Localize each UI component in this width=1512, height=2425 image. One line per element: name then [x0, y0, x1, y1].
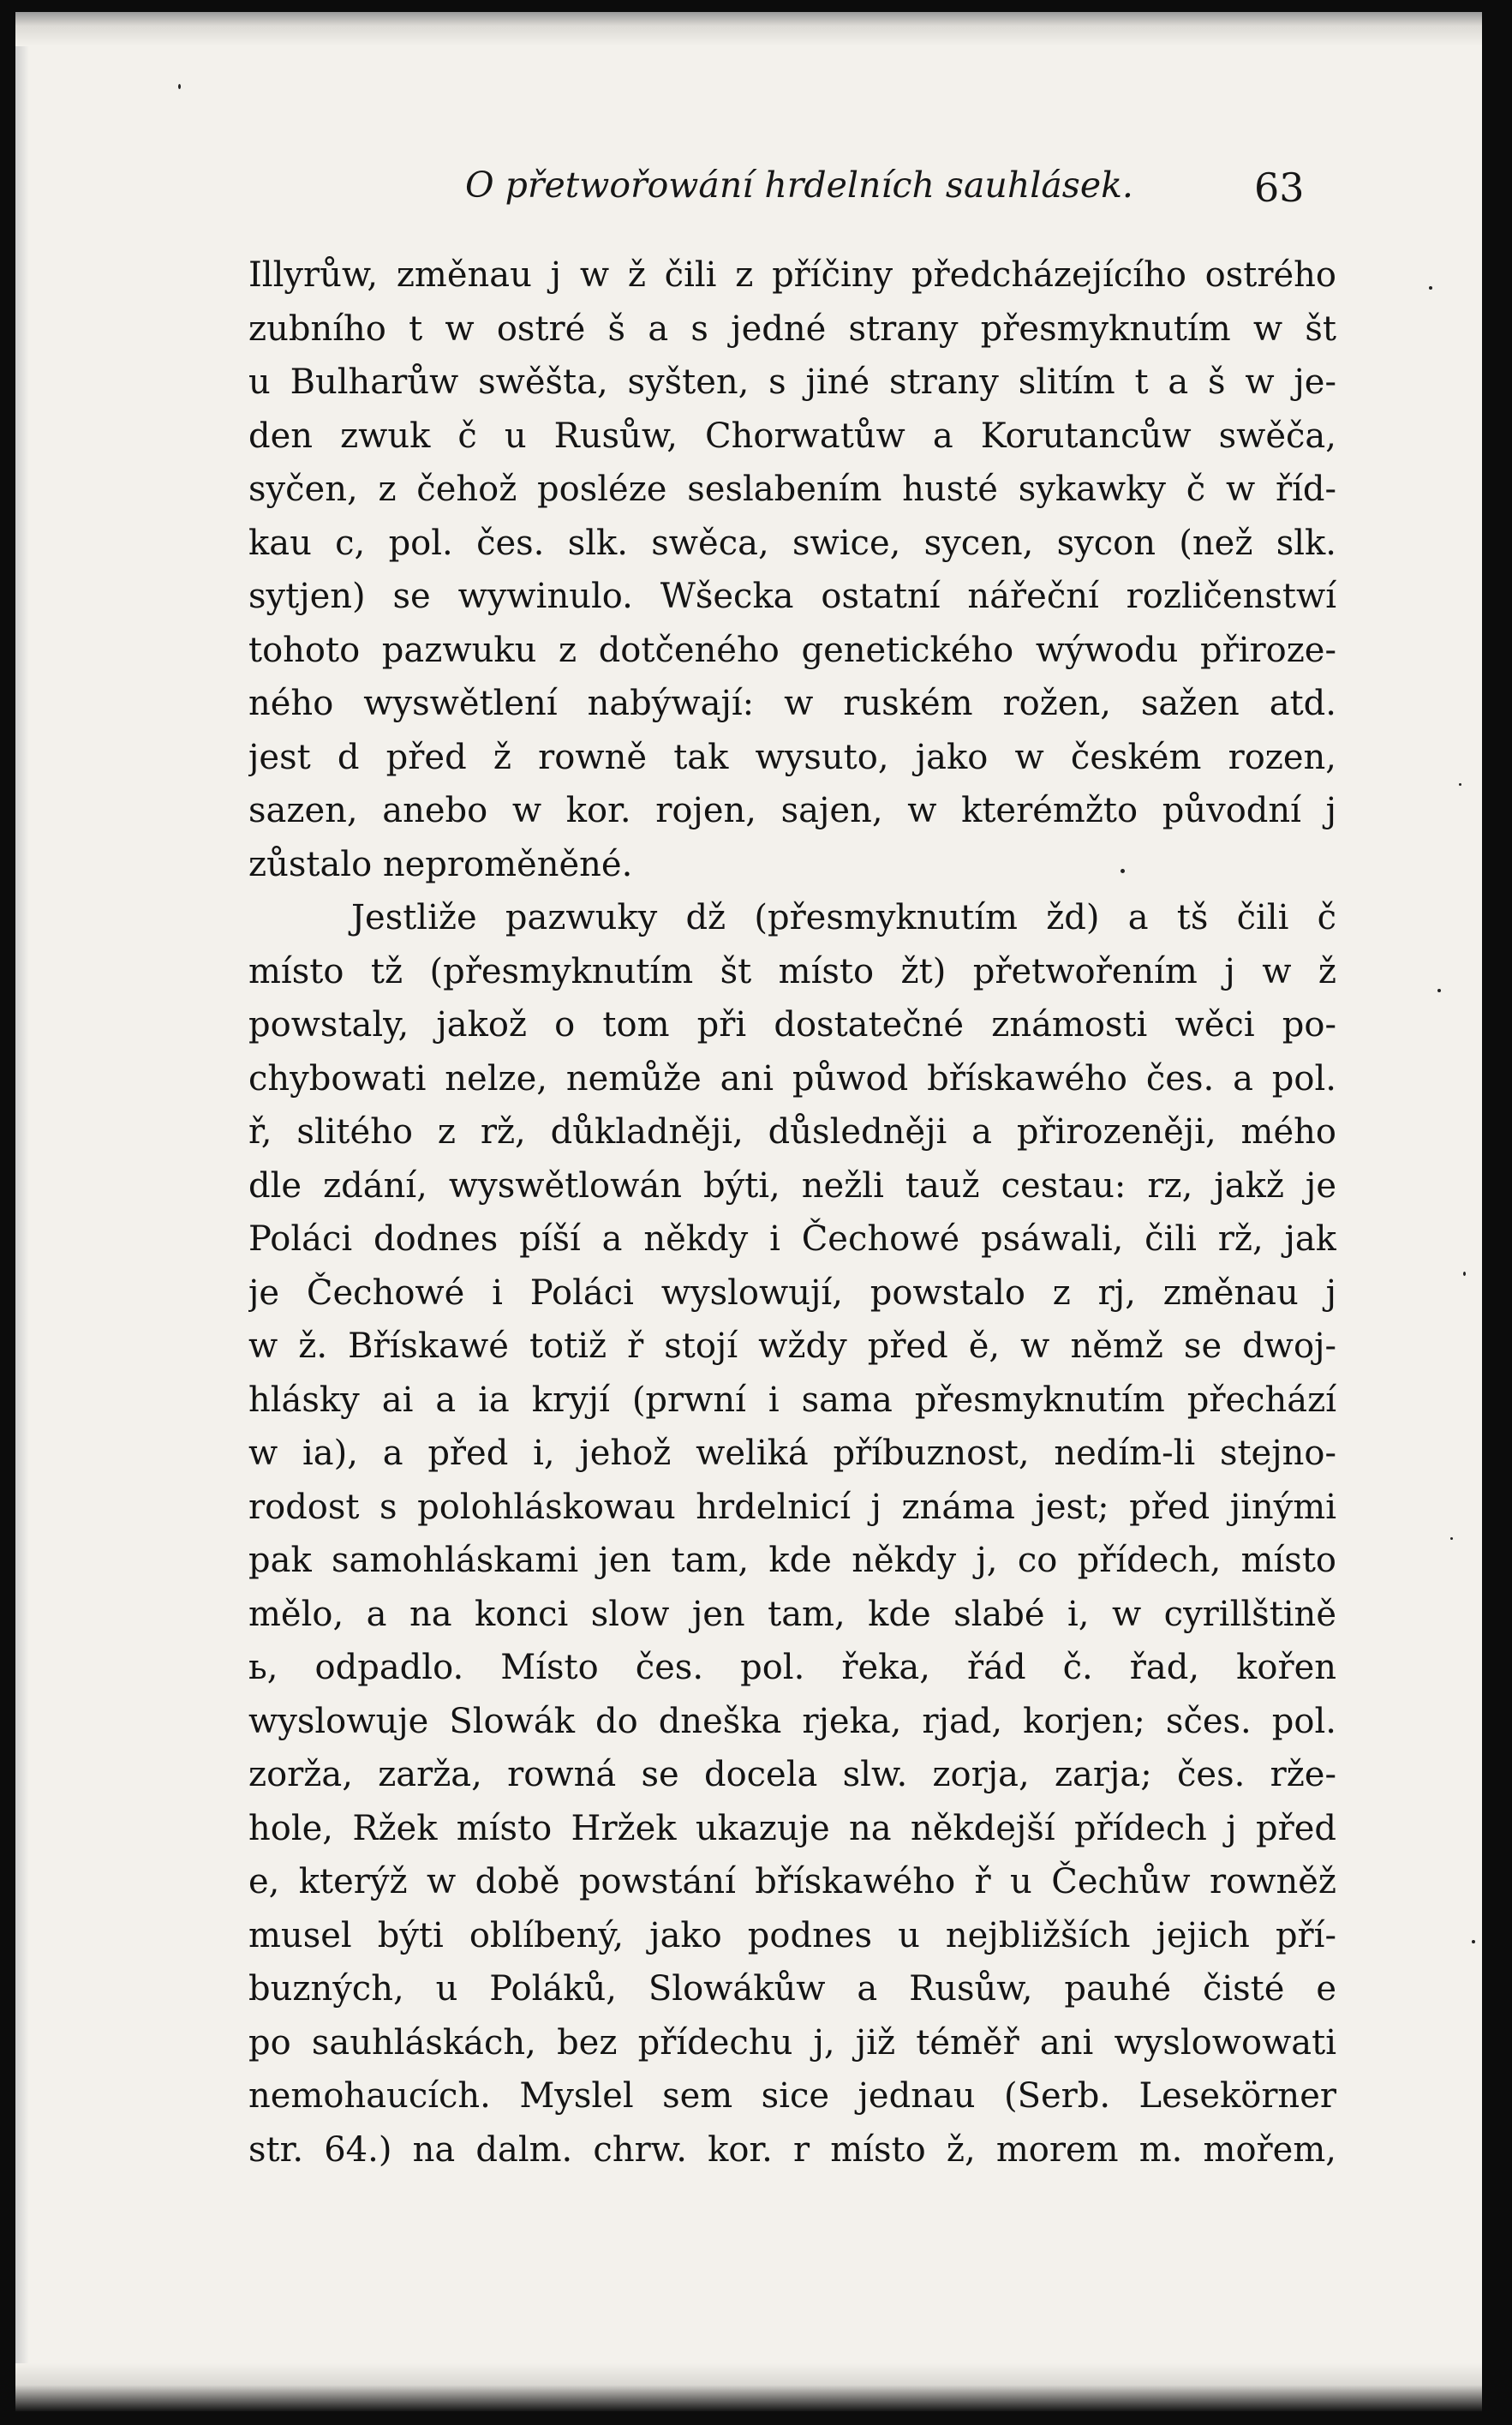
text-line: wyslowuje Slowák do dneška rjeka, rjad, korjen; sčes. pol.: [248, 1701, 1336, 1741]
text-line: ř, slitého z rž, důkladněji, důsledněji a přirozeněji, mého: [248, 1112, 1336, 1152]
page-gutter-shadow: [15, 12, 29, 2411]
text-line: Jestliže pazwuky dž (přesmyknutím žd) a tš čili č: [351, 898, 1336, 937]
text-line: místo tž (přesmyknutím št místo žt) přetwořením j w ž: [248, 951, 1336, 991]
text-line: Illyrůw, změnau j w ž čili z příčiny předcházejícího ostrého: [248, 255, 1336, 295]
scan-top-edge: [15, 12, 1482, 46]
scan-speck: [1472, 1940, 1475, 1943]
text-line: rodost s polohláskowau hrdelnicí j známa jest; před jinými: [248, 1487, 1336, 1527]
text-line: Poláci dodnes píší a někdy i Čechowé psáwali, čili rž, jak: [248, 1219, 1336, 1259]
scan-speck: [1463, 1272, 1466, 1276]
text-line: str. 64.) na dalm. chrw. kor. r místo ž, morem m. mořem,: [248, 2129, 1336, 2170]
text-line: musel býti oblíbený, jako podnes u nejbližších jejich pří-: [248, 1915, 1336, 1955]
text-line: w ž. Břískawé totiž ř stojí wždy před ě, w němž se dwoj-: [248, 1326, 1336, 1366]
text-line: hlásky ai a ia kryjí (prwní i sama přesmyknutím přechází: [248, 1380, 1336, 1420]
text-line: ь, odpadlo. Místo čes. pol. řeka, řád č. řad, kořen: [248, 1648, 1336, 1687]
scan-speck: [1437, 989, 1441, 992]
text-line: po sauhláskách, bez přídechu j, již téměř ani wyslowowati: [248, 2022, 1336, 2063]
running-title: O přetwořowání hrdelních sauhlásek.: [465, 165, 1133, 206]
text-line: sytjen) se wywinulo. Wšecka ostatní nářeční rozličenstwí: [248, 577, 1336, 616]
text-line: syčen, z čehož posléze seslabením husté sykawky č w říd-: [248, 470, 1336, 509]
scan-bottom-edge: [15, 2363, 1482, 2411]
text-line: dle zdání, wyswětlowán býti, nežli tauž cestau: rz, jakž je: [248, 1165, 1336, 1206]
scan-speck: [178, 84, 181, 89]
scan-speck: [1450, 1537, 1453, 1540]
text-line: jest d před ž rowně tak wysuto, jako w českém rozen,: [248, 737, 1336, 777]
scan-speck: [1429, 286, 1432, 290]
text-line: ného wyswětlení nabýwají: w ruském rožen, sažen atd.: [248, 684, 1336, 723]
text-line: w ia), a před i, jehož weliká příbuznost, nedím-li stejno-: [248, 1434, 1336, 1473]
text-line: zůstalo neproměněné.: [248, 844, 633, 884]
text-line: je Čechowé i Poláci wyslowují, powstalo z rj, změnau j: [248, 1272, 1336, 1313]
text-line: kau c, pol. čes. slk. swěca, swice, sycen, sycon (než slk.: [248, 523, 1336, 563]
text-line: chybowati nelze, nemůže ani půwod břískawého čes. a pol.: [248, 1058, 1336, 1099]
text-line: mělo, a na konci slow jen tam, kde slabé i, w cyrillštině: [248, 1594, 1336, 1634]
text-line: zorža, zarža, rowná se docela slw. zorja, zarja; čes. rže-: [248, 1755, 1336, 1794]
text-line: nemohaucích. Myslel sem sice jednau (Serb. Lesekörner: [248, 2076, 1336, 2116]
text-line: pak samohláskami jen tam, kde někdy j, co přídech, místo: [248, 1541, 1336, 1580]
text-line: e, kterýž w době powstání břískawého ř u Čechůw rowněž: [248, 1862, 1336, 1901]
text-line: buzných, u Poláků, Slowákůw a Rusůw, pauhé čisté e: [248, 1969, 1336, 2009]
text-line: hole, Ržek místo Hržek ukazuje na někdejší přídech j před: [248, 1808, 1336, 1848]
text-line: tohoto pazwuku z dotčeného genetického wýwodu přiroze-: [248, 630, 1336, 670]
text-line: powstaly, jakož o tom při dostatečné známosti wěci po-: [248, 1005, 1336, 1045]
text-line: u Bulharůw swěšta, syšten, s jiné strany slitím t a š w je-: [248, 362, 1336, 402]
page-number: 63: [1254, 165, 1305, 211]
body-text: [248, 248, 1336, 2177]
scan-speck: [1459, 783, 1461, 786]
book-page: [15, 12, 1482, 2411]
page-header: [15, 165, 1482, 233]
text-line: sazen, anebo w kor. rojen, sajen, w kterémžto původní j: [248, 791, 1336, 830]
text-line: zubního t w ostré š a s jedné strany přesmyknutím w št: [248, 308, 1336, 349]
text-line: den zwuk č u Rusůw, Chorwatůw a Korutancůw swěča,: [248, 416, 1336, 456]
